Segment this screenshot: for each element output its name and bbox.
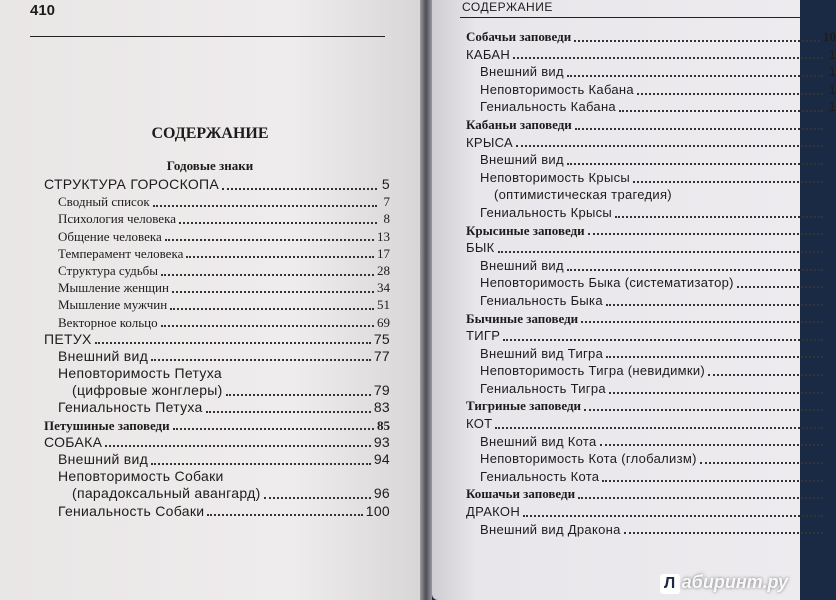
toc-entry [466, 521, 836, 539]
toc-leader-dots [609, 392, 823, 394]
toc-leader-dots [602, 480, 823, 482]
toc-entry [44, 485, 390, 502]
toc-title: СОДЕРЖАНИЕ [151, 125, 269, 142]
toc-leader-dots [700, 462, 823, 464]
toc-leader-dots [186, 256, 374, 258]
toc-leader-dots [624, 532, 823, 534]
toc-leader-dots [105, 445, 371, 447]
toc-leader-dots [151, 359, 371, 361]
running-head: СОДЕРЖАНИЕ [462, 0, 553, 14]
toc-entry-page: 51 [377, 297, 390, 313]
toc-entry-page: 1 [828, 46, 836, 62]
toc-entry [466, 134, 836, 152]
toc-entry-label: Гениальность Собаки [58, 502, 205, 519]
toc-entry-label: ДРАКОН [466, 504, 521, 520]
toc-entry [44, 331, 390, 348]
toc-entry [44, 382, 390, 399]
toc-entry-page: 77 [373, 347, 390, 364]
toc-entry [466, 415, 836, 433]
toc-entry-label: Структура судьбы [58, 262, 159, 278]
toc-entry-page: 85 [377, 417, 390, 433]
toc-leader-dots [161, 325, 374, 327]
toc-entry [466, 345, 836, 363]
toc-entry-page: 34 [377, 280, 390, 296]
toc-entry-label: Неповторимость Кота (глобализм) [480, 451, 697, 467]
toc-entry-label: Внешний вид Тигра [480, 345, 604, 361]
toc-leader-dots [170, 308, 374, 310]
toc-entry-label: (парадоксальный авангард) [72, 485, 261, 502]
toc-leader-dots [503, 339, 823, 341]
toc-leader-dots [151, 463, 371, 465]
toc-entry-label: Гениальность Кабана [480, 99, 616, 115]
toc-entry-page: 93 [373, 433, 390, 450]
toc-entry [466, 28, 836, 46]
toc-leader-dots [513, 57, 823, 59]
toc-entry-page: 5 [381, 176, 390, 192]
toc-list-left [44, 176, 390, 520]
toc-entry-label: Кабаньи заповеди [466, 116, 572, 132]
toc-entry [466, 169, 836, 187]
toc-entry-label: Неповторимость Петуха [58, 365, 222, 382]
toc-entry [44, 417, 390, 434]
toc-entry-label: Внешний вид [58, 451, 149, 467]
toc-entry [44, 279, 390, 296]
toc-leader-dots [161, 274, 374, 276]
toc-entry-label: Гениальность Крысы [480, 204, 613, 220]
toc-entry-label: Внешний вид Дракона [480, 521, 621, 537]
toc-leader-dots [173, 428, 374, 430]
toc-entry [44, 176, 390, 193]
header-rule [460, 17, 800, 18]
toc-entry-page: 1 [828, 81, 836, 97]
toc-entry [466, 81, 836, 99]
toc-list-right [466, 28, 836, 538]
toc-entry [44, 503, 390, 520]
toc-entry [466, 485, 836, 503]
toc-entry-page: 10 [823, 29, 836, 44]
toc-leader-dots [567, 75, 823, 77]
toc-entry [44, 314, 390, 331]
toc-entry [466, 239, 836, 257]
toc-entry-page: 17 [377, 245, 390, 261]
toc-entry [44, 193, 390, 210]
toc-entry-label: Сводный список [58, 194, 150, 210]
toc-entry-label: Гениальность Тигра [480, 380, 606, 396]
toc-leader-dots [226, 394, 371, 396]
toc-entry-label: Неповторимость Собаки [58, 468, 224, 485]
toc-leader-dots [172, 291, 374, 293]
toc-leader-dots [615, 216, 823, 218]
toc-entry-label: СТРУКТУРА ГОРОСКОПА [44, 176, 220, 192]
toc-entry-label: КРЫСА [466, 134, 514, 150]
toc-entry [44, 210, 390, 227]
toc-entry [466, 98, 836, 116]
toc-entry-page: 13 [377, 228, 390, 244]
toc-leader-dots [574, 40, 820, 42]
toc-entry [466, 433, 836, 451]
toc-entry-label: Тигриные заповеди [466, 398, 582, 414]
toc-leader-dots [222, 188, 377, 190]
toc-leader-dots [581, 321, 823, 323]
toc-entry [466, 257, 836, 275]
toc-entry-label: Бычиные заповеди [466, 310, 579, 326]
toc-entry-label: Векторное кольцо [58, 314, 158, 330]
toc-entry-label: (цифровые жонглеры) [72, 382, 223, 399]
toc-leader-dots [637, 93, 823, 95]
toc-entry [44, 245, 390, 262]
toc-entry-label: Гениальность Кота [480, 468, 600, 484]
toc-entry-label: Петушиные заповеди [44, 417, 170, 433]
toc-entry-label: Внешний вид [480, 257, 564, 273]
toc-leader-dots [516, 145, 823, 147]
toc-entry-label: Гениальность Петуха [58, 399, 203, 416]
toc-entry-label: ПЕТУХ [44, 330, 92, 347]
toc-entry-label: (оптимистическая трагедия) [494, 187, 672, 203]
toc-entry-page: 79 [373, 382, 390, 399]
toc-entry [466, 204, 836, 222]
toc-entry-label: Внешний вид [58, 347, 149, 364]
toc-leader-dots [737, 286, 823, 288]
toc-entry-label: СОБАКА [44, 433, 103, 450]
toc-entry [466, 310, 836, 328]
toc-entry-label: Психология человека [58, 211, 176, 227]
toc-entry-label: БЫК [466, 240, 495, 256]
toc-entry-label: КОТ [466, 416, 493, 432]
toc-leader-dots [206, 411, 371, 413]
toc-leader-dots [264, 497, 371, 499]
toc-entry [44, 262, 390, 279]
toc-entry-label: КАБАН [466, 46, 511, 62]
header-rule [30, 36, 385, 37]
toc-entry-label: Темперамент человека [58, 245, 184, 261]
toc-entry [466, 63, 836, 81]
watermark [660, 572, 788, 594]
toc-entry [466, 274, 836, 292]
toc-entry [44, 296, 390, 313]
toc-entry [466, 503, 836, 521]
toc-entry [44, 451, 390, 468]
toc-entry-label: Внешний вид [480, 152, 564, 168]
page-number: 410 [30, 2, 56, 19]
toc-entry [466, 46, 836, 64]
toc-entry [44, 468, 390, 485]
toc-leader-dots [498, 251, 823, 253]
toc-subtitle: Годовые знаки [166, 158, 254, 173]
toc-leader-dots [567, 163, 823, 165]
toc-entry [44, 399, 390, 416]
toc-entry-label: Кошачьи заповеди [466, 486, 576, 502]
toc-leader-dots [619, 110, 823, 112]
toc-entry [466, 397, 836, 415]
toc-entry [466, 292, 836, 310]
toc-leader-dots [153, 205, 377, 207]
toc-entry-label: Крысиные заповеди [466, 222, 585, 238]
watermark-text: абиринт.ру [681, 572, 788, 592]
toc-entry-page: 1 [828, 64, 836, 80]
toc-entry [44, 228, 390, 245]
toc-leader-dots [207, 514, 362, 516]
book-gutter [420, 0, 432, 600]
right-page [432, 0, 836, 600]
toc-entry-page: 96 [373, 485, 390, 502]
toc-entry [466, 468, 836, 486]
toc-entry [44, 434, 390, 451]
toc-leader-dots [165, 239, 374, 241]
toc-entry [466, 186, 836, 204]
toc-entry-label: Общение человека [58, 228, 162, 244]
toc-leader-dots [588, 233, 823, 235]
toc-entry-label: ТИГР [466, 328, 501, 344]
toc-leader-dots [708, 374, 823, 376]
toc-leader-dots [495, 427, 823, 429]
toc-leader-dots [567, 269, 823, 271]
toc-entry [466, 151, 836, 169]
toc-entry-page: 83 [373, 399, 390, 416]
toc-entry-page: 69 [377, 314, 390, 330]
toc-entry-label: Неповторимость Тигра (невидимки) [480, 363, 706, 379]
toc-entry [466, 116, 836, 134]
toc-entry [466, 450, 836, 468]
toc-entry-label: Неповторимость Кабана [480, 81, 634, 97]
toc-entry-label: Внешний вид Кота [480, 433, 597, 449]
toc-leader-dots [179, 222, 377, 224]
toc-leader-dots [600, 444, 823, 446]
toc-leader-dots [523, 515, 823, 517]
toc-entry-label: Гениальность Быка [480, 292, 603, 308]
toc-entry-label: Собачьи заповеди [466, 29, 572, 44]
toc-entry-page: 94 [373, 451, 390, 467]
toc-leader-dots [606, 356, 823, 358]
toc-entry-label: Внешний вид [480, 64, 564, 80]
toc-leader-dots [95, 342, 371, 344]
toc-entry-page: 75 [373, 330, 390, 347]
toc-entry [466, 327, 836, 345]
toc-leader-dots [633, 181, 823, 183]
toc-entry-page: 8 [383, 211, 390, 227]
toc-entry-label: Мышление мужчин [58, 297, 168, 313]
toc-entry-page: 28 [377, 262, 390, 278]
toc-leader-dots [584, 409, 823, 411]
toc-leader-dots [575, 128, 823, 130]
toc-entry-page: 100 [365, 502, 390, 519]
toc-leader-dots [578, 497, 823, 499]
toc-entry-label: Мышление женщин [58, 280, 169, 296]
toc-entry [44, 365, 390, 382]
toc-entry-page: 1 [828, 99, 836, 115]
toc-entry [466, 380, 836, 398]
toc-entry [44, 348, 390, 365]
toc-leader-dots [606, 304, 823, 306]
watermark-logo-icon: Л [660, 574, 680, 594]
toc-entry-label: Неповторимость Быка (систематизатор) [480, 275, 734, 291]
toc-entry [466, 222, 836, 240]
toc-entry-page: 7 [383, 194, 390, 210]
toc-entry-label: Неповторимость Крысы [480, 169, 631, 185]
toc-entry [466, 362, 836, 380]
